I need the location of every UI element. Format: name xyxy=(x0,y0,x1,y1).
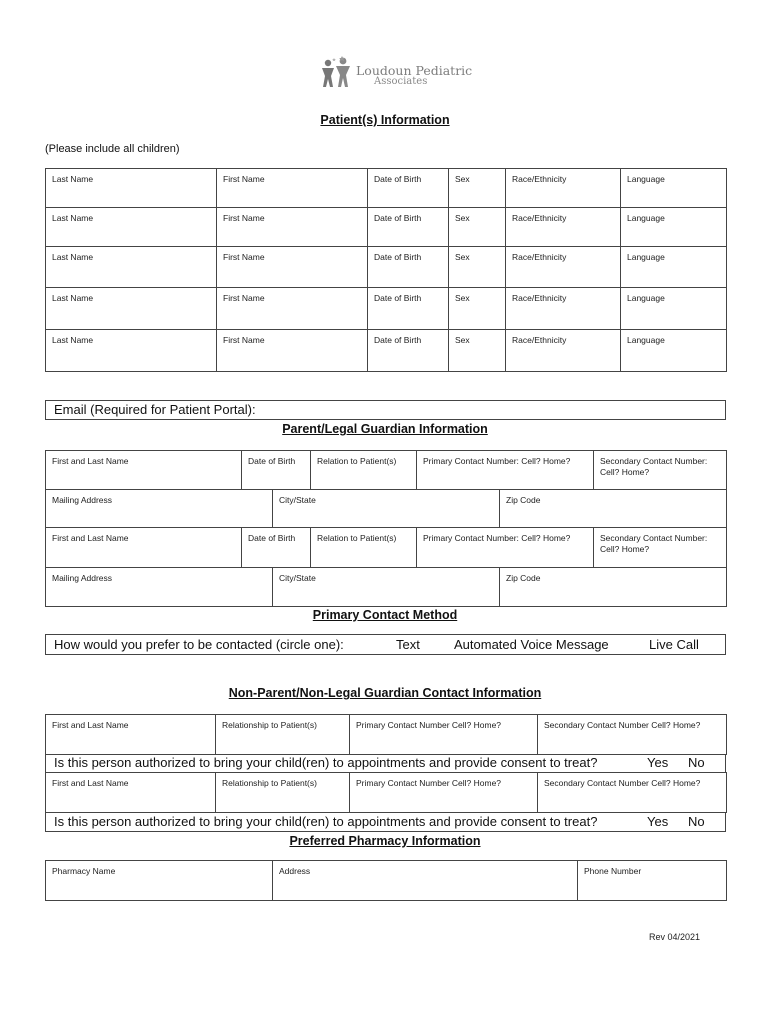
patient-sex-field[interactable]: Sex xyxy=(449,330,506,372)
guardian-dob-field[interactable]: Date of Birth xyxy=(242,451,311,490)
pharmacy-name-field[interactable]: Pharmacy Name xyxy=(46,861,273,901)
patient-last-name-field[interactable]: Last Name xyxy=(46,208,217,247)
email-field[interactable] xyxy=(45,400,726,420)
patient-last-name-field[interactable]: Last Name xyxy=(46,330,217,372)
authorization-no[interactable]: No xyxy=(688,755,705,770)
contact-primary-phone-field[interactable]: Primary Contact Number Cell? Home? xyxy=(350,715,538,755)
authorization-yes[interactable]: Yes xyxy=(647,814,669,829)
patient-race-field[interactable]: Race/Ethnicity xyxy=(506,247,621,288)
guardian-address-field[interactable]: Mailing Address xyxy=(46,568,273,607)
guardian-city-state-field[interactable]: City/State xyxy=(273,568,500,607)
guardian-zip-field[interactable]: Zip Code xyxy=(500,490,727,528)
patient-sex-field[interactable]: Sex xyxy=(449,169,506,208)
authorization-row xyxy=(45,754,726,773)
guardian-secondary-phone-field[interactable]: Secondary Contact Number: Cell? Home? xyxy=(594,451,727,490)
patient-sex-field[interactable]: Sex xyxy=(449,208,506,247)
patient-race-field[interactable]: Race/Ethnicity xyxy=(506,169,621,208)
patients-table xyxy=(45,168,727,372)
guardian-name-field[interactable]: First and Last Name xyxy=(46,528,242,568)
guardian-table-2-bottom xyxy=(45,567,727,607)
children-figures-icon xyxy=(318,54,358,90)
patient-race-field[interactable]: Race/Ethnicity xyxy=(506,208,621,247)
contact-method-section-title: Primary Contact Method xyxy=(312,608,458,622)
contact-option-live-call[interactable]: Live Call xyxy=(649,637,699,652)
guardian-primary-phone-field[interactable]: Primary Contact Number: Cell? Home? xyxy=(417,528,594,568)
patient-last-name-field[interactable]: Last Name xyxy=(46,247,217,288)
patient-row xyxy=(46,208,727,247)
authorization-row xyxy=(45,812,726,832)
pharmacy-phone-field[interactable]: Phone Number xyxy=(578,861,727,901)
contact-primary-phone-field[interactable]: Primary Contact Number Cell? Home? xyxy=(350,773,538,813)
patient-row xyxy=(46,330,727,372)
contact-relationship-field[interactable]: Relationship to Patient(s) xyxy=(216,715,350,755)
practice-logo xyxy=(318,50,473,92)
guardian-relation-field[interactable]: Relation to Patient(s) xyxy=(311,528,417,568)
patient-dob-field[interactable]: Date of Birth xyxy=(368,288,449,330)
patient-language-field[interactable]: Language xyxy=(621,208,727,247)
contact-name-field[interactable]: First and Last Name xyxy=(46,773,216,813)
patients-section-title: Patient(s) Information xyxy=(320,113,450,127)
guardian-address-field[interactable]: Mailing Address xyxy=(46,490,273,528)
patient-first-name-field[interactable]: First Name xyxy=(217,288,368,330)
patient-dob-field[interactable]: Date of Birth xyxy=(368,330,449,372)
email-label: Email (Required for Patient Portal): xyxy=(54,402,256,417)
patient-row xyxy=(46,169,727,208)
patient-last-name-field[interactable]: Last Name xyxy=(46,169,217,208)
non-parent-table-1 xyxy=(45,714,727,755)
guardian-table-1-top xyxy=(45,450,727,490)
authorization-no[interactable]: No xyxy=(688,814,705,829)
guardian-city-state-field[interactable]: City/State xyxy=(273,490,500,528)
patient-last-name-field[interactable]: Last Name xyxy=(46,288,217,330)
patient-language-field[interactable]: Language xyxy=(621,330,727,372)
pharmacy-section-title: Preferred Pharmacy Information xyxy=(289,834,481,848)
patient-language-field[interactable]: Language xyxy=(621,247,727,288)
authorization-question: Is this person authorized to bring your child(ren) to appointments and provide consent to treat? xyxy=(54,814,598,829)
revision-label: Rev 04/2021 xyxy=(649,932,701,942)
authorization-question: Is this person authorized to bring your child(ren) to appointments and provide consent to treat? xyxy=(54,755,598,770)
authorization-yes[interactable]: Yes xyxy=(647,755,669,770)
patient-row xyxy=(46,247,727,288)
guardian-zip-field[interactable]: Zip Code xyxy=(500,568,727,607)
contact-method-question: How would you prefer to be contacted (circle one): xyxy=(54,637,344,652)
patient-race-field[interactable]: Race/Ethnicity xyxy=(506,330,621,372)
contact-method-row xyxy=(45,634,726,655)
contact-secondary-phone-field[interactable]: Secondary Contact Number Cell? Home? xyxy=(538,773,727,813)
non-parent-table-2 xyxy=(45,772,727,813)
logo-name-line2: Associates xyxy=(374,76,428,87)
contact-option-text[interactable]: Text xyxy=(396,637,420,652)
logo-name-line1: Loudoun Pediatric xyxy=(356,63,473,78)
patient-first-name-field[interactable]: First Name xyxy=(217,247,368,288)
patient-row xyxy=(46,288,727,330)
pharmacy-table xyxy=(45,860,727,901)
patient-first-name-field[interactable]: First Name xyxy=(217,330,368,372)
contact-secondary-phone-field[interactable]: Secondary Contact Number Cell? Home? xyxy=(538,715,727,755)
patients-note: (Please include all children) xyxy=(45,143,180,155)
guardian-secondary-phone-field[interactable]: Secondary Contact Number: Cell? Home? xyxy=(594,528,727,568)
guardian-table-2-top xyxy=(45,527,727,568)
patient-dob-field[interactable]: Date of Birth xyxy=(368,208,449,247)
contact-option-voice[interactable]: Automated Voice Message xyxy=(454,637,609,652)
patient-language-field[interactable]: Language xyxy=(621,288,727,330)
patient-sex-field[interactable]: Sex xyxy=(449,288,506,330)
patient-language-field[interactable]: Language xyxy=(621,169,727,208)
contact-name-field[interactable]: First and Last Name xyxy=(46,715,216,755)
guardian-relation-field[interactable]: Relation to Patient(s) xyxy=(311,451,417,490)
pharmacy-address-field[interactable]: Address xyxy=(273,861,578,901)
non-parent-section-title: Non-Parent/Non-Legal Guardian Contact Information xyxy=(228,686,542,700)
patient-first-name-field[interactable]: First Name xyxy=(217,208,368,247)
patient-first-name-field[interactable]: First Name xyxy=(217,169,368,208)
guardian-primary-phone-field[interactable]: Primary Contact Number: Cell? Home? xyxy=(417,451,594,490)
patient-race-field[interactable]: Race/Ethnicity xyxy=(506,288,621,330)
guardian-dob-field[interactable]: Date of Birth xyxy=(242,528,311,568)
patient-sex-field[interactable]: Sex xyxy=(449,247,506,288)
guardian-table-1-bottom xyxy=(45,489,727,528)
patient-dob-field[interactable]: Date of Birth xyxy=(368,169,449,208)
guardian-name-field[interactable]: First and Last Name xyxy=(46,451,242,490)
guardian-section-title: Parent/Legal Guardian Information xyxy=(282,422,488,436)
patient-dob-field[interactable]: Date of Birth xyxy=(368,247,449,288)
contact-relationship-field[interactable]: Relationship to Patient(s) xyxy=(216,773,350,813)
